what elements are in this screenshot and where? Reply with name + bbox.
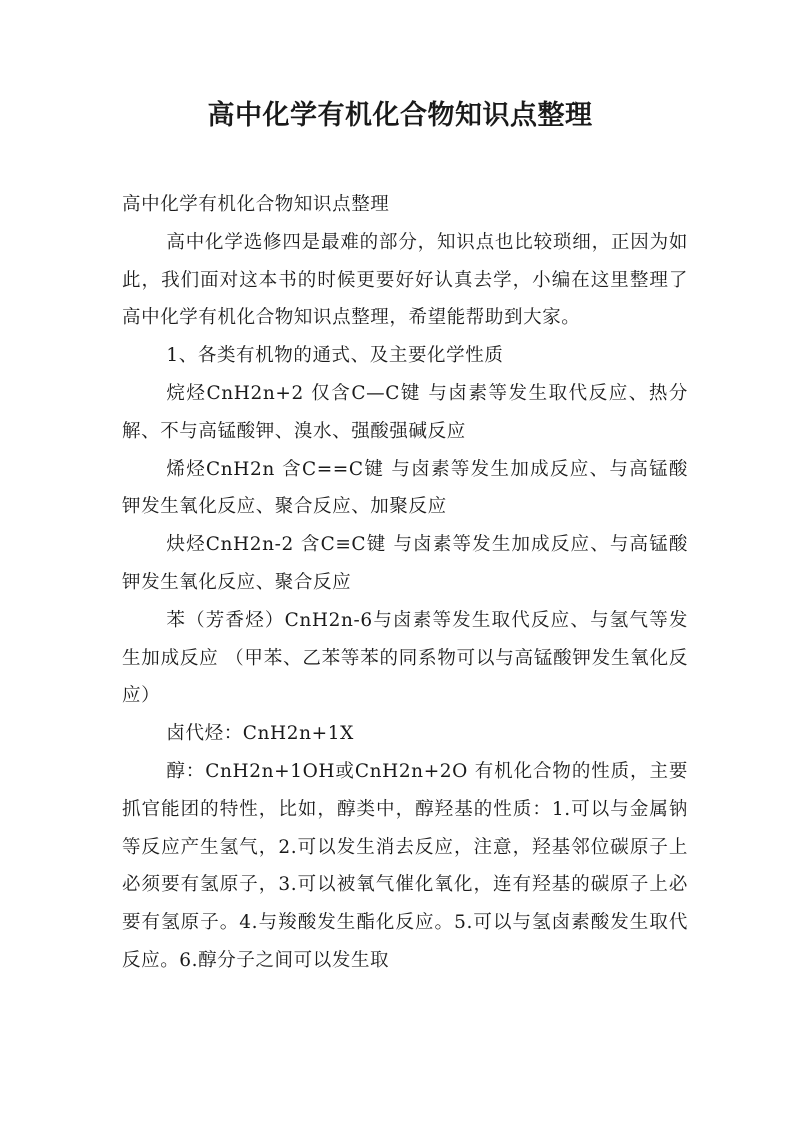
section-heading: 1、各类有机物的通式、及主要化学性质 [166, 345, 504, 367]
alkene-paragraph: 烯烃CnH2n 含C==C键 与卤素等发生加成反应、与高锰酸钾发生氧化反应、聚合反应、加聚反应 [122, 458, 688, 518]
document-body [122, 186, 688, 980]
alkane-paragraph: 烷烃CnH2n+2 仅含C—C键 与卤素等发生取代反应、热分解、不与高锰酸钾、溴水、强酸强碱反应 [122, 382, 688, 442]
intro-paragraph: 高中化学选修四是最难的部分，知识点也比较琐细，正因为如此，我们面对这本书的时候更要好好认真去学，小编在这里整理了高中化学有机化合物知识点整理，希望能帮助到大家。 [122, 231, 688, 329]
haloalkane-paragraph: 卤代烃：CnH2n+1X [166, 723, 354, 745]
alcohol-paragraph: 醇：CnH2n+1OH或CnH2n+2O 有机化合物的性质，主要抓官能团的特性，比如，醇类中，醇羟基的性质：1.可以与金属钠等反应产生氢气，2.可以发生消去反应，注意，羟基邻位碳原子上必须要有氢原子，3.可以被氧气催化氧化，连有羟基的碳原子上必要有氢原子。4.与羧酸发生酯化反应。5.可以与氢卤素酸发生取代反应。6.醇分子之间可以发生取 [122, 760, 688, 971]
alkyne-paragraph: 炔烃CnH2n-2 含C≡C键 与卤素等发生加成反应、与高锰酸钾发生氧化反应、聚合反应 [122, 534, 688, 593]
benzene-paragraph: 苯（芳香烃）CnH2n-6与卤素等发生取代反应、与氢气等发生加成反应 （甲苯、乙苯等苯的同系物可以与高锰酸钾发生氧化反应） [122, 609, 688, 707]
subtitle-paragraph: 高中化学有机化合物知识点整理 [122, 194, 390, 215]
document-title: 高中化学有机化合物知识点整理 [207, 100, 593, 131]
